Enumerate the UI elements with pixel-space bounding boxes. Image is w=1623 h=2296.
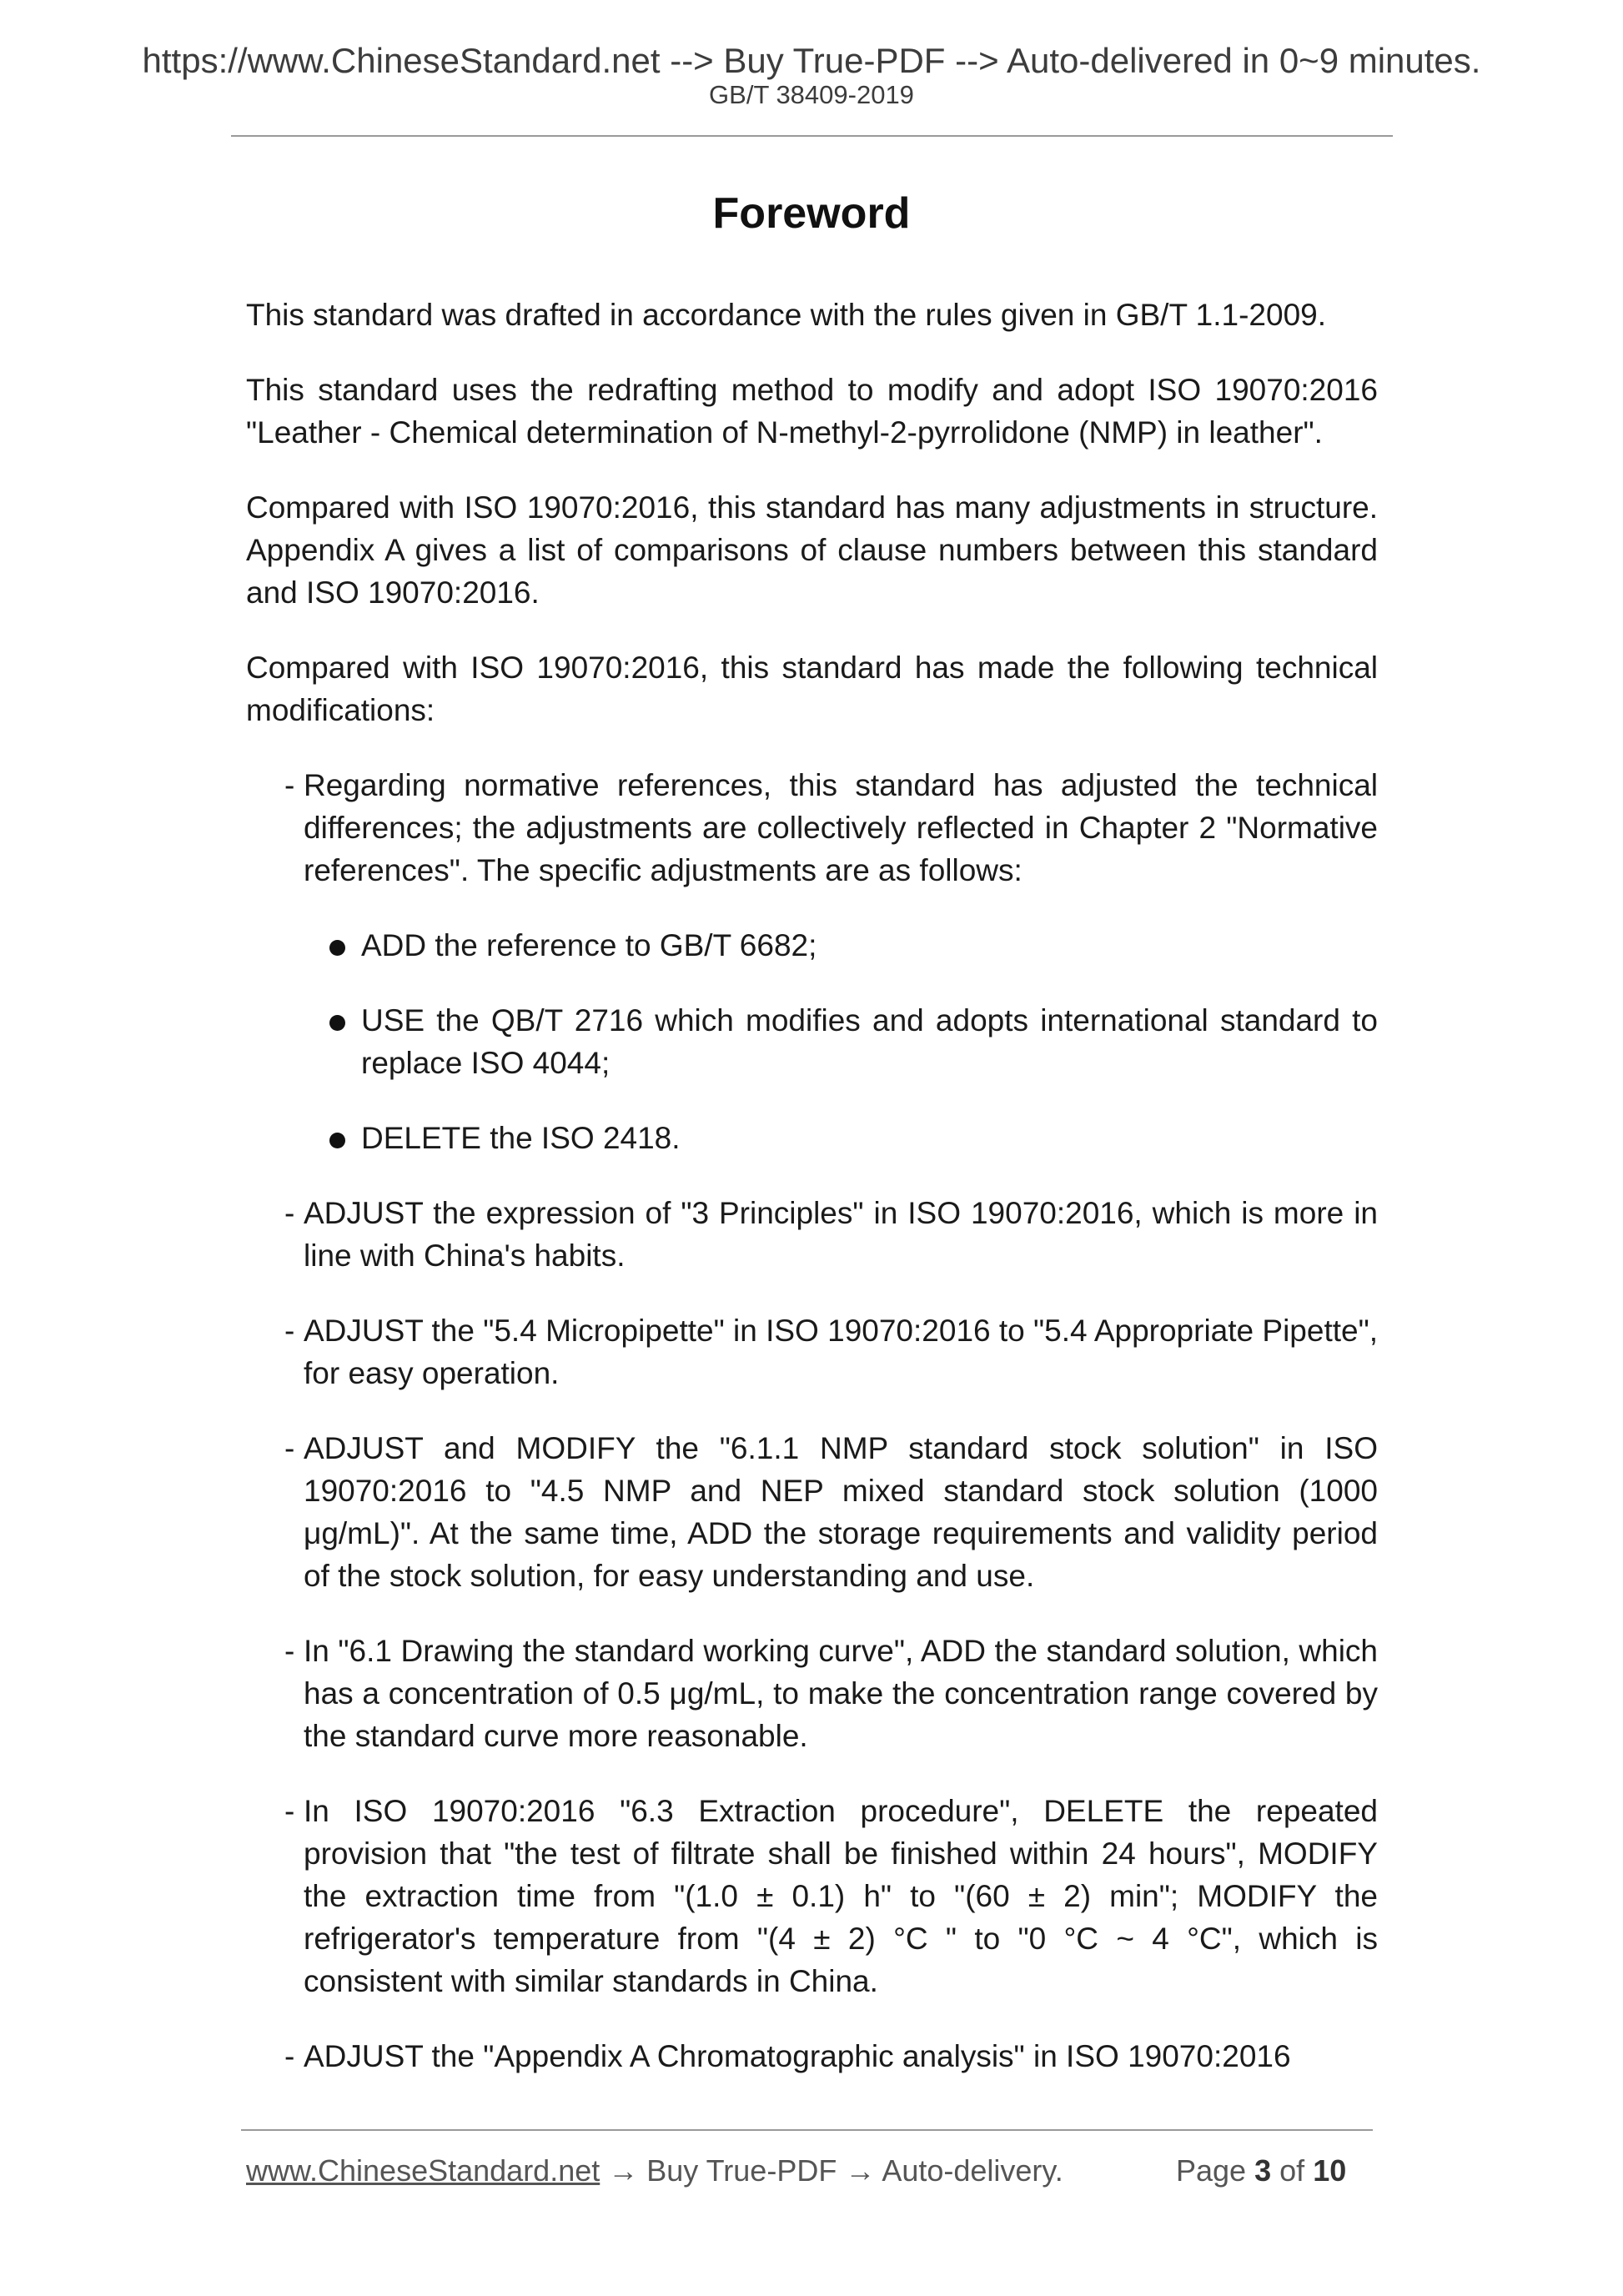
dash-marker: - bbox=[284, 1634, 295, 1668]
list-item-text: Regarding normative references, this standard has adjusted the technical differences; the adjustments are collectively reflected in Chapter 2 "Normative references". The specific adjustments are as follows: bbox=[304, 768, 1378, 887]
list-item-text: In ISO 19070:2016 "6.3 Extraction procedure", DELETE the repeated provision that "the test of filtrate shall be finished within 24 hours", MODIFY the extraction time from "(1.0 ± 0.1) h" to "(60 ± 2) min"; MODIFY the refrigerator's temperature from "(4 ± 2) °C " to "0 °C ~ 4 °C", which is consistent with similar standards in China. bbox=[304, 1794, 1378, 1998]
foreword-body bbox=[246, 294, 1378, 2110]
list-item-normative-references bbox=[246, 764, 1378, 892]
paragraph-drafting-rules: This standard was drafted in accordance with the rules given in GB/T 1.1-2009. bbox=[246, 298, 1327, 332]
list-item-pipette bbox=[246, 1309, 1378, 1394]
page-label: Page bbox=[1176, 2153, 1247, 2188]
page-of-label: of bbox=[1279, 2153, 1305, 2188]
bullet-dot-icon bbox=[329, 1133, 345, 1148]
list-item-text: In "6.1 Drawing the standard working curve", ADD the standard solution, which has a concentration of 0.5 μg/mL, to make the concentration range covered by the standard curve more reasonable. bbox=[304, 1634, 1378, 1753]
bullet-item-text: DELETE the ISO 2418. bbox=[361, 1121, 681, 1155]
bullet-item-text: USE the QB/T 2716 which modifies and adopts international standard to replace ISO 4044; bbox=[361, 1003, 1378, 1080]
dash-marker: - bbox=[284, 2039, 295, 2073]
dash-marker: - bbox=[284, 1196, 295, 1230]
page-indicator bbox=[1176, 2153, 1347, 2188]
bullet-item-delete-iso bbox=[246, 1117, 1378, 1159]
paragraph-technical-modifications-intro: Compared with ISO 19070:2016, this standard has made the following technical modifications: bbox=[246, 651, 1378, 727]
header-banner: https://www.ChineseStandard.net --> Buy True-PDF --> Auto-delivered in 0~9 minutes. bbox=[142, 41, 1481, 80]
list-item-principles bbox=[246, 1192, 1378, 1277]
bullet-item-text: ADD the reference to GB/T 6682; bbox=[361, 928, 817, 962]
list-item-stock-solution bbox=[246, 1427, 1378, 1597]
list-item-text: ADJUST the "5.4 Micropipette" in ISO 19070:2016 to "5.4 Appropriate Pipette", for easy operation. bbox=[304, 1314, 1378, 1390]
header-divider bbox=[231, 135, 1393, 137]
footer-trail-text: → Buy True-PDF → Auto-delivery. bbox=[600, 2153, 1063, 2188]
dash-marker: - bbox=[284, 1794, 295, 1828]
page-current: 3 bbox=[1254, 2153, 1272, 2188]
dash-marker: - bbox=[284, 1314, 295, 1348]
footer-link-line bbox=[246, 2153, 1063, 2188]
document-code: GB/T 38409-2019 bbox=[709, 80, 914, 109]
footer-site-link[interactable]: www.ChineseStandard.net bbox=[246, 2153, 600, 2188]
footer-divider bbox=[241, 2129, 1373, 2131]
list-item-chromatographic-analysis bbox=[246, 2035, 1378, 2077]
bullet-item-use-qbt bbox=[246, 999, 1378, 1084]
page-title: Foreword bbox=[712, 189, 911, 238]
bullet-dot-icon bbox=[329, 940, 345, 956]
paragraph-structure-adjustments: Compared with ISO 19070:2016, this standard has many adjustments in structure. Appendix A gives a list of comparisons of clause numbers between this standard and ISO 19070:2016. bbox=[246, 490, 1378, 610]
list-item-text: ADJUST the expression of "3 Principles" in ISO 19070:2016, which is more in line with China's habits. bbox=[304, 1196, 1378, 1273]
list-item-working-curve bbox=[246, 1630, 1378, 1757]
list-item-text: ADJUST and MODIFY the "6.1.1 NMP standard stock solution" in ISO 19070:2016 to "4.5 NMP and NEP mixed standard stock solution (1000 μg/mL)". At the same time, ADD the storage requirements and validity period of the stock solution, for easy understanding and use. bbox=[304, 1431, 1378, 1593]
page-total: 10 bbox=[1313, 2153, 1347, 2188]
bullet-dot-icon bbox=[329, 1015, 345, 1031]
paragraph-adoption-method: This standard uses the redrafting method to modify and adopt ISO 19070:2016 "Leather - Chemical determination of N-methyl-2-pyrrolidone (NMP) in leather". bbox=[246, 373, 1378, 450]
dash-marker: - bbox=[284, 1431, 295, 1465]
list-item-extraction-procedure bbox=[246, 1790, 1378, 2002]
dash-marker: - bbox=[284, 768, 295, 802]
bullet-item-add-reference bbox=[246, 924, 1378, 967]
list-item-text: ADJUST the "Appendix A Chromatographic analysis" in ISO 19070:2016 bbox=[304, 2039, 1291, 2073]
